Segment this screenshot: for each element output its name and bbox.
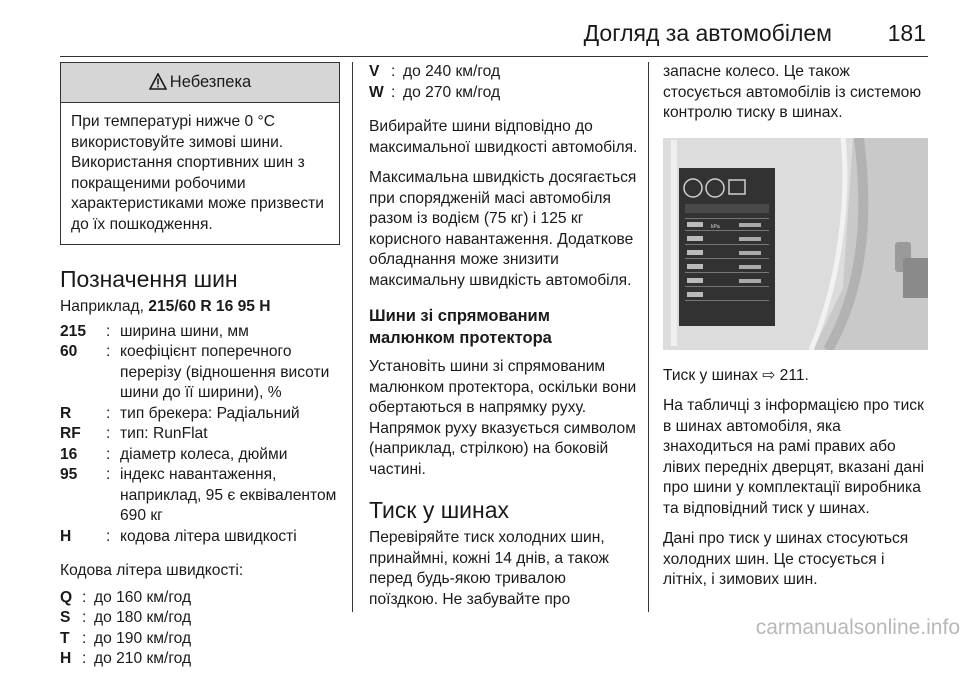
definition-separator: : <box>106 343 111 360</box>
definition-separator: : <box>106 404 111 422</box>
example-line <box>60 297 340 318</box>
warning-header <box>61 63 339 103</box>
paragraph-check-pressure: Перевіряйте тиск холодних шин, принаймні, кожні 14 днів, а також перед будь-якою тривалою поїздкою. Не забувайте про <box>369 529 609 608</box>
example-prefix: Наприклад, <box>60 298 149 315</box>
definition-row <box>60 424 340 445</box>
definition-row <box>60 629 191 650</box>
definition-key: T <box>60 629 70 647</box>
warning-box <box>60 62 340 245</box>
page-number: 181 <box>887 20 926 46</box>
definition-text: до 210 км/год <box>94 650 192 667</box>
definition-row <box>60 608 191 629</box>
definition-text: до 180 км/год <box>94 609 192 626</box>
definition-text: кодова літера швидкості <box>120 527 297 545</box>
column-divider-2 <box>648 62 649 612</box>
definition-key: H <box>60 527 72 545</box>
definition-text: до 190 км/год <box>94 629 192 647</box>
tire-pressure-label-photo <box>663 138 928 350</box>
example-code: 215/60 R 16 95 H <box>148 298 271 315</box>
tire-designation-heading: Позначення шин <box>60 266 238 292</box>
tire-pressure-heading: Тиск у шинах <box>369 497 510 523</box>
definition-row <box>369 83 500 104</box>
definition-row <box>60 322 340 343</box>
column-divider-1 <box>352 62 353 612</box>
definition-separator: : <box>106 527 111 545</box>
tire-code-list <box>60 322 340 548</box>
definition-separator: : <box>82 629 87 647</box>
column-3 <box>663 62 931 601</box>
definition-separator: : <box>391 83 396 101</box>
speed-code-list-1 <box>60 588 191 670</box>
definition-key: 215 <box>60 322 87 340</box>
definition-row <box>60 588 191 609</box>
definition-text: індекс навантаження, наприклад, 95 є еквівалентом 690 кг <box>120 466 337 524</box>
definition-key: 60 <box>60 343 78 360</box>
definition-text: коефіцієнт поперечного перерізу (відношення висоти шини до її ширини), % <box>120 343 330 401</box>
page-header <box>60 0 928 57</box>
definition-key: RF <box>60 425 81 442</box>
paragraph-label-location: На табличці з інформацією про тиск в шинах автомобіля, яка знаходиться на рамі правих або лівих передніх дверцят, вказані дані про шини у комплектації виробника та відповідний тиск у шинах. <box>663 397 925 517</box>
definition-separator: : <box>106 445 111 463</box>
page-reference-icon: ⇨ <box>762 366 780 384</box>
speed-code-list-2 <box>369 62 500 103</box>
column-2 <box>369 62 639 620</box>
definition-row <box>60 342 340 404</box>
definition-separator: : <box>106 425 111 442</box>
definition-row <box>60 445 340 466</box>
definition-separator: : <box>82 609 87 626</box>
label-kpa-text: kPa <box>711 223 720 230</box>
paragraph-spare-wheel: запасне колесо. Це також стосується автомобілів із системою контролю тиску в шинах. <box>663 63 922 121</box>
definition-separator: : <box>106 466 111 483</box>
definition-separator: : <box>106 322 111 340</box>
warning-title: Небезпека <box>169 73 252 91</box>
photo-caption <box>663 366 931 387</box>
definition-row <box>60 465 340 527</box>
definition-key: V <box>369 63 380 80</box>
caption-text: Тиск у шинах <box>663 366 763 384</box>
definition-key: 95 <box>60 466 78 483</box>
paragraph-cold-tires: Дані про тиск у шинах стосуються холодних шин. Це стосується і літніх, і зимових шин. <box>663 530 909 588</box>
paragraph-max-speed-tires: Вибирайте шини відповідно до максимальної швидкості автомобіля. <box>369 118 638 156</box>
definition-text: тип брекера: Радіальний <box>120 404 300 422</box>
definition-text: до 240 км/год <box>403 63 501 80</box>
paragraph-max-speed: Максимальна швидкість досягається при спорядженій масі автомобіля разом із водієм (75 кг) і 125 кг корисного навантаження. Додаткове обладнання може знизити максимальну швидкість автомобіля. <box>369 169 637 289</box>
definition-text: тип: RunFlat <box>120 425 208 442</box>
definition-row <box>60 404 340 425</box>
definition-key: R <box>60 404 72 422</box>
definition-row <box>60 649 191 670</box>
warning-text: При температурі нижче 0 °C використовуйте зимові шини. Використання спортивних шин з покращеними робочими характеристиками може призвести до їх пошкодження. <box>71 113 324 233</box>
watermark: carmanualsonline.info <box>755 616 960 639</box>
warning-triangle-icon <box>149 66 167 105</box>
definition-separator: : <box>82 650 87 667</box>
definition-key: H <box>60 650 72 667</box>
definition-key: Q <box>60 588 73 606</box>
definition-row <box>60 527 340 548</box>
definition-text: ширина шини, мм <box>120 322 249 340</box>
definition-key: 16 <box>60 445 78 463</box>
directional-tires-heading: Шини зі спрямованим малюнком протектора <box>369 307 552 347</box>
definition-separator: : <box>82 588 87 606</box>
definition-separator: : <box>391 63 396 80</box>
column-1 <box>60 62 340 680</box>
definition-key: S <box>60 609 71 626</box>
definition-text: діаметр колеса, дюйми <box>120 445 288 463</box>
section-title: Догляд за автомобілем <box>583 20 832 46</box>
definition-text: до 270 км/год <box>403 83 501 101</box>
paragraph-directional-tires: Установіть шини зі спрямованим малюнком протектора, оскільки вони обертаються в напрямку руху. Напрямок руху вказується символом (наприклад, стрілкою) на боковій частині. <box>369 358 637 478</box>
definition-text: до 160 км/год <box>94 588 192 606</box>
caption-page-ref[interactable]: 211. <box>779 366 809 384</box>
definition-key: W <box>369 83 384 101</box>
speed-code-intro: Кодова літера швидкості: <box>60 562 244 579</box>
definition-row <box>369 62 500 83</box>
